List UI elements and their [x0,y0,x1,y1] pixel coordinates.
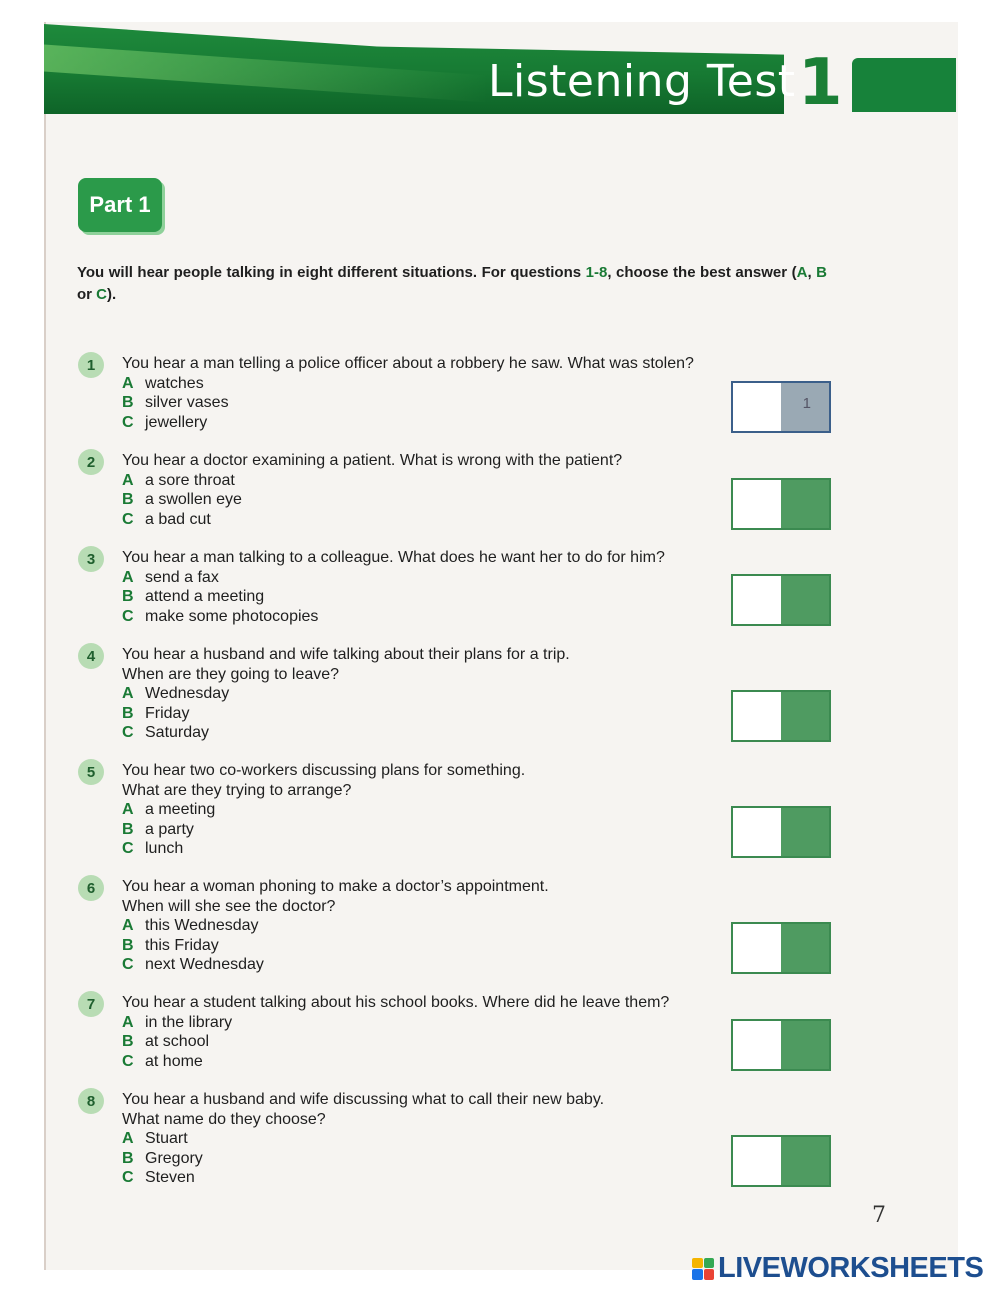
answer-option [122,587,742,607]
question-number-badge: 8 [78,1088,104,1114]
answer-option [122,1013,742,1033]
question-prompt: You hear a husband and wife talking about their plans for a trip. [122,646,570,663]
answer-option [122,936,742,956]
option-text: lunch [145,840,184,857]
option-text: jewellery [145,413,208,431]
question-text [122,1090,742,1188]
question-number-badge: 1 [78,352,104,378]
answer-box-shade [781,924,829,972]
question-prompt: When will she see the doctor? [122,897,336,915]
option-letter: C [122,413,134,431]
option-letter: B [122,1149,134,1167]
option-text: this Friday [145,936,219,954]
answer-option [122,1032,742,1052]
answer-box-4[interactable] [731,690,831,742]
option-text: at home [145,1052,203,1070]
option-text: a party [145,820,194,838]
option-letter: C [122,1169,134,1186]
option-text: Friday [145,704,190,722]
option-text: Wednesday [145,685,230,702]
question-prompt: You hear a man talking to a colleague. What does he want her to do for him? [122,549,665,566]
option-text: silver vases [145,394,229,411]
option-letter: C [122,607,134,625]
question-text [122,451,742,529]
option-text: attend a meeting [145,588,265,605]
question-prompt: You hear a woman phoning to make a doctor’s appointment. [122,878,549,895]
question-text [122,548,742,626]
answer-option [122,413,742,433]
question-text [122,877,742,975]
option-letter: B [122,1033,134,1050]
option-text: a swollen eye [145,491,242,508]
option-letter: B [122,588,134,605]
answer-option [122,1129,742,1149]
option-text: Stuart [145,1130,188,1147]
part-badge: Part 1 [78,178,162,232]
option-letter: A [122,1013,134,1031]
option-letter: B [122,936,134,954]
liveworksheets-brand [692,1252,983,1285]
option-text: a meeting [145,801,216,818]
option-text: next Wednesday [145,956,264,973]
instructions: You will hear people talking in eight different situations. For questions 1-8, choose the best answer (A, B or C). [77,264,827,303]
answer-box-shade [781,576,829,624]
option-text: Steven [145,1169,195,1186]
answer-box-2[interactable] [731,478,831,530]
option-letter: C [122,1052,134,1070]
answer-option [122,800,742,820]
answer-option [122,820,742,840]
option-letter: C [122,840,134,857]
question-prompt: You hear two co-workers discussing plans for something. [122,762,526,779]
header-tab [852,58,956,112]
option-letter: C [122,510,134,528]
option-letter: B [122,704,134,722]
option-letter: A [122,801,134,818]
option-letter: B [122,820,134,838]
question-text [122,993,742,1071]
brand-name: LIVEWORKSHEETS [718,1252,984,1284]
option-text: in the library [145,1013,233,1031]
question-number-badge: 4 [78,643,104,669]
page-number: 7 [872,1203,886,1228]
page-title: Listening Test [488,56,796,107]
test-number: 1 [798,46,843,120]
answer-box-3[interactable] [731,574,831,626]
question-text [122,645,742,743]
option-letter: A [122,917,134,934]
option-letter: A [122,568,134,586]
option-text: a bad cut [145,510,211,528]
answer-box-shade [781,480,829,528]
answer-option [122,568,742,588]
answer-box-label: 1 [802,395,811,412]
option-text: a sore throat [145,471,235,489]
answer-box-shade [781,1137,829,1185]
answer-option [122,471,742,491]
liveworksheets-logo-icon [692,1258,714,1280]
option-letter: A [122,471,134,489]
answer-option [122,723,742,743]
option-text: make some photocopies [145,607,319,625]
answer-option [122,607,742,627]
answer-option [122,510,742,530]
option-text: at school [145,1033,210,1050]
answer-option [122,955,742,975]
answer-option [122,1052,742,1072]
option-text: this Wednesday [145,917,259,934]
answer-box-5[interactable] [731,806,831,858]
question-prompt: When are they going to leave? [122,665,340,683]
question-number-badge: 6 [78,875,104,901]
answer-option [122,393,742,413]
answer-box-6[interactable] [731,922,831,974]
answer-option [122,1168,742,1188]
answer-box-1[interactable] [731,381,831,433]
question-text [122,761,742,859]
answer-box-7[interactable] [731,1019,831,1071]
answer-box-shade [781,692,829,740]
question-text [122,354,742,432]
option-letter: C [122,956,134,973]
answer-option [122,839,742,859]
question-prompt: You hear a student talking about his school books. Where did he leave them? [122,994,670,1011]
answer-box-shade [781,1021,829,1069]
question-prompt: You hear a husband and wife discussing what to call their new baby. [122,1091,605,1108]
question-prompt: What name do they choose? [122,1110,326,1128]
question-number-badge: 2 [78,449,104,475]
option-letter: A [122,1130,134,1147]
question-number-badge: 5 [78,759,104,785]
answer-box-8[interactable] [731,1135,831,1187]
option-text: watches [145,374,204,392]
question-number-badge: 7 [78,991,104,1017]
answer-option [122,1149,742,1169]
option-letter: A [122,374,134,392]
answer-option [122,490,742,510]
question-prompt: You hear a man telling a police officer about a robbery he saw. What was stolen? [122,355,694,372]
answer-box-shade [781,808,829,856]
question-number-badge: 3 [78,546,104,572]
answer-option [122,374,742,394]
answer-option [122,684,742,704]
answer-option [122,704,742,724]
option-letter: B [122,491,134,508]
option-text: send a fax [145,568,219,586]
option-text: Saturday [145,724,210,741]
answer-option [122,916,742,936]
question-prompt: What are they trying to arrange? [122,781,352,799]
option-letter: C [122,724,134,741]
question-prompt: You hear a doctor examining a patient. What is wrong with the patient? [122,452,623,469]
option-letter: B [122,394,134,411]
option-letter: A [122,685,134,702]
option-text: Gregory [145,1149,203,1167]
